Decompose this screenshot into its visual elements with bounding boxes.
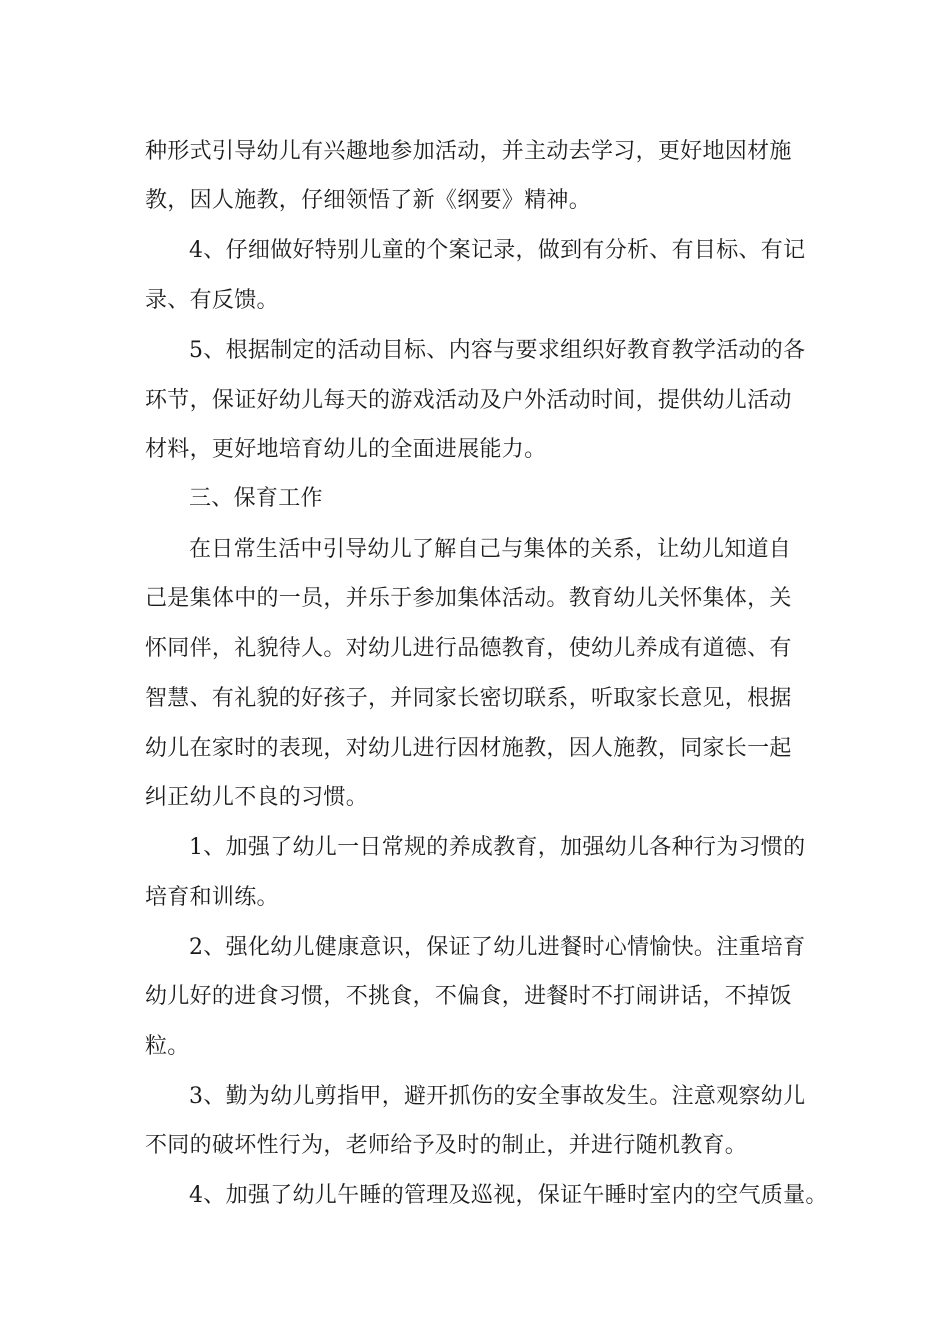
text-line: 1、加强了幼儿一日常规的养成教育，加强幼儿各种行为习惯的 <box>189 835 806 860</box>
text-line: 怀同伴，礼貌待人。对幼儿进行品德教育，使幼儿养成有道德、有 <box>145 636 792 661</box>
text-line: 培育和训练。 <box>145 885 279 910</box>
section-heading: 三、保育工作 <box>189 486 323 511</box>
text-line: 3、勤为幼儿剪指甲，避开抓伤的安全事故发生。注意观察幼儿 <box>189 1084 806 1109</box>
text-line: 4、仔细做好特别儿童的个案记录，做到有分析、有目标、有记 <box>189 238 806 263</box>
text-line: 粒。 <box>145 1034 190 1059</box>
text-line: 录、有反馈。 <box>145 288 279 313</box>
text-line: 己是集体中的一员，并乐于参加集体活动。教育幼儿关怀集体，关 <box>145 586 792 611</box>
text-line: 智慧、有礼貌的好孩子，并同家长密切联系，听取家长意见，根据 <box>145 686 792 711</box>
text-line: 不同的破坏性行为，老师给予及时的制止，并进行随机教育。 <box>145 1133 748 1158</box>
text-line: 幼儿好的进食习惯，不挑食，不偏食，进餐时不打闹讲话，不掉饭 <box>145 984 792 1009</box>
text-line: 在日常生活中引导幼儿了解自己与集体的关系，让幼儿知道自 <box>189 537 792 562</box>
text-line: 种形式引导幼儿有兴趣地参加活动，并主动去学习，更好地因材施 <box>145 139 792 164</box>
text-line: 4、加强了幼儿午睡的管理及巡视，保证午睡时室内的空气质量。 <box>189 1183 828 1208</box>
text-line: 幼儿在家时的表现，对幼儿进行因材施教，因人施教，同家长一起 <box>145 736 792 761</box>
text-line: 纠正幼儿不良的习惯。 <box>145 785 369 810</box>
text-line: 2、强化幼儿健康意识，保证了幼儿进餐时心情愉快。注重培育 <box>189 935 806 960</box>
text-line: 教，因人施教，仔细领悟了新《纲要》精神。 <box>145 188 592 213</box>
text-line: 环节，保证好幼儿每天的游戏活动及户外活动时间，提供幼儿活动 <box>145 388 792 413</box>
text-line: 材料，更好地培育幼儿的全面进展能力。 <box>145 437 547 462</box>
text-line: 5、根据制定的活动目标、内容与要求组织好教育教学活动的各 <box>189 338 806 363</box>
